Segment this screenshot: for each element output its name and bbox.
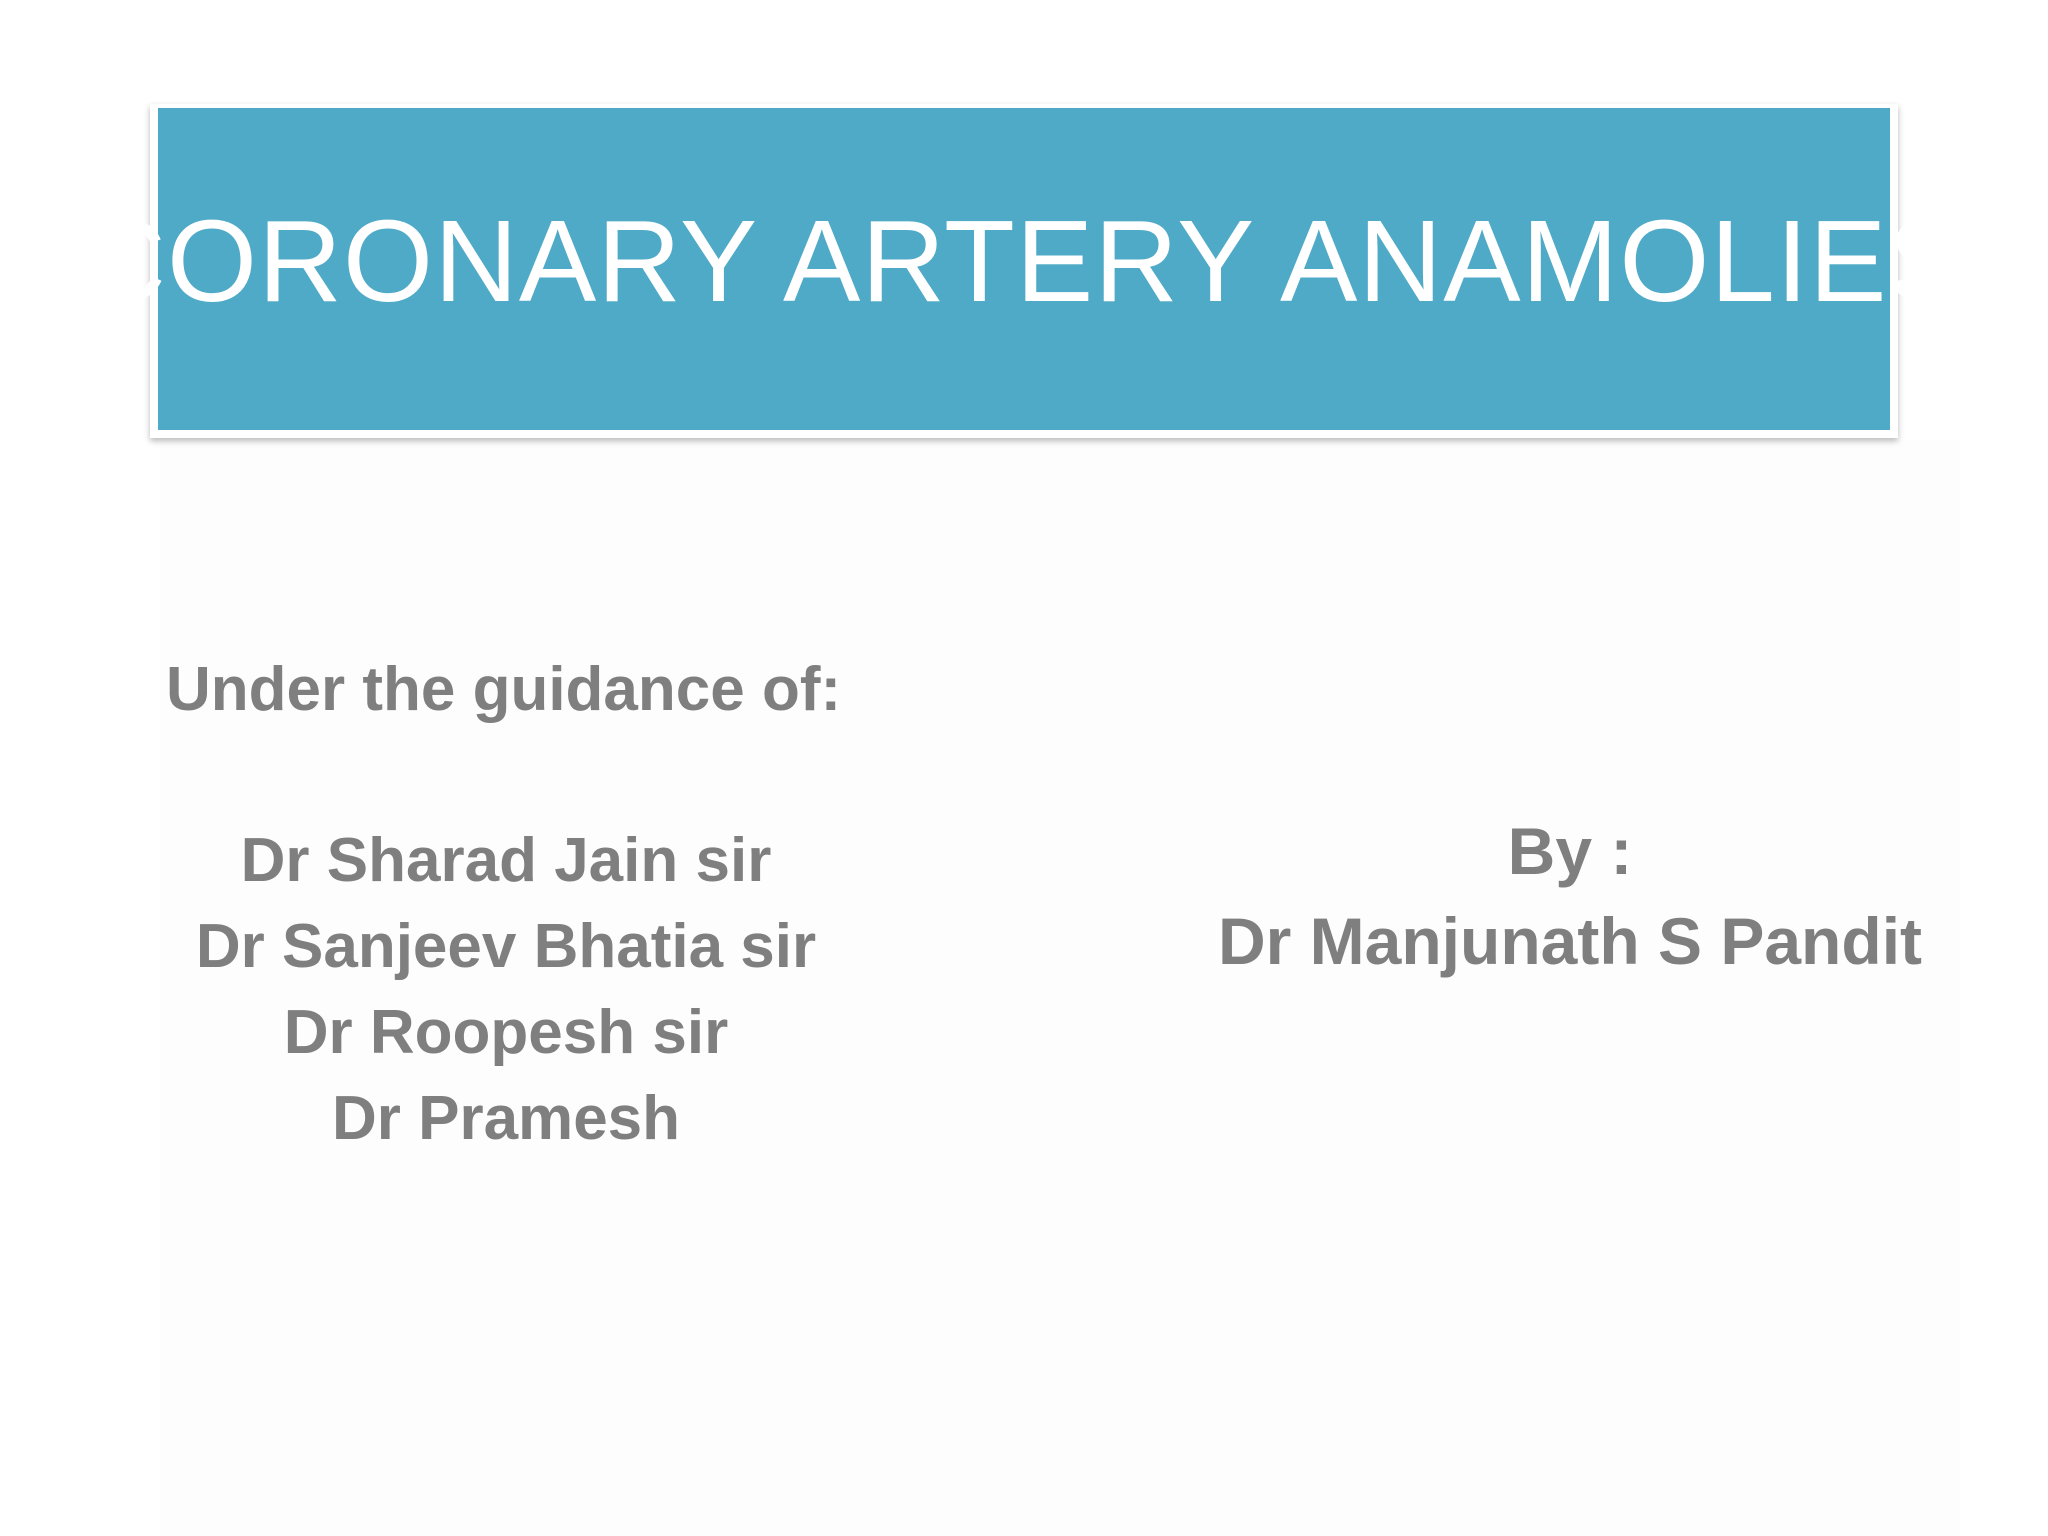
- guidance-heading: Under the guidance of:: [166, 655, 842, 724]
- author-block: [1190, 806, 1950, 986]
- slide-title: CORONARY ARTERY ANAMOLIES: [82, 196, 1966, 326]
- author-name: Dr Manjunath S Pandit: [1217, 904, 1923, 978]
- guide-name: Dr Sanjeev Bhatia sir: [195, 912, 817, 981]
- guide-name: Dr Pramesh: [331, 1084, 681, 1153]
- by-label: By :: [1507, 814, 1633, 888]
- title-banner-fill: [82, 108, 1966, 430]
- title-banner: [82, 104, 1966, 438]
- guides-list: [166, 818, 846, 1162]
- guide-name: Dr Sharad Jain sir: [240, 826, 772, 895]
- guide-name: Dr Roopesh sir: [283, 998, 729, 1067]
